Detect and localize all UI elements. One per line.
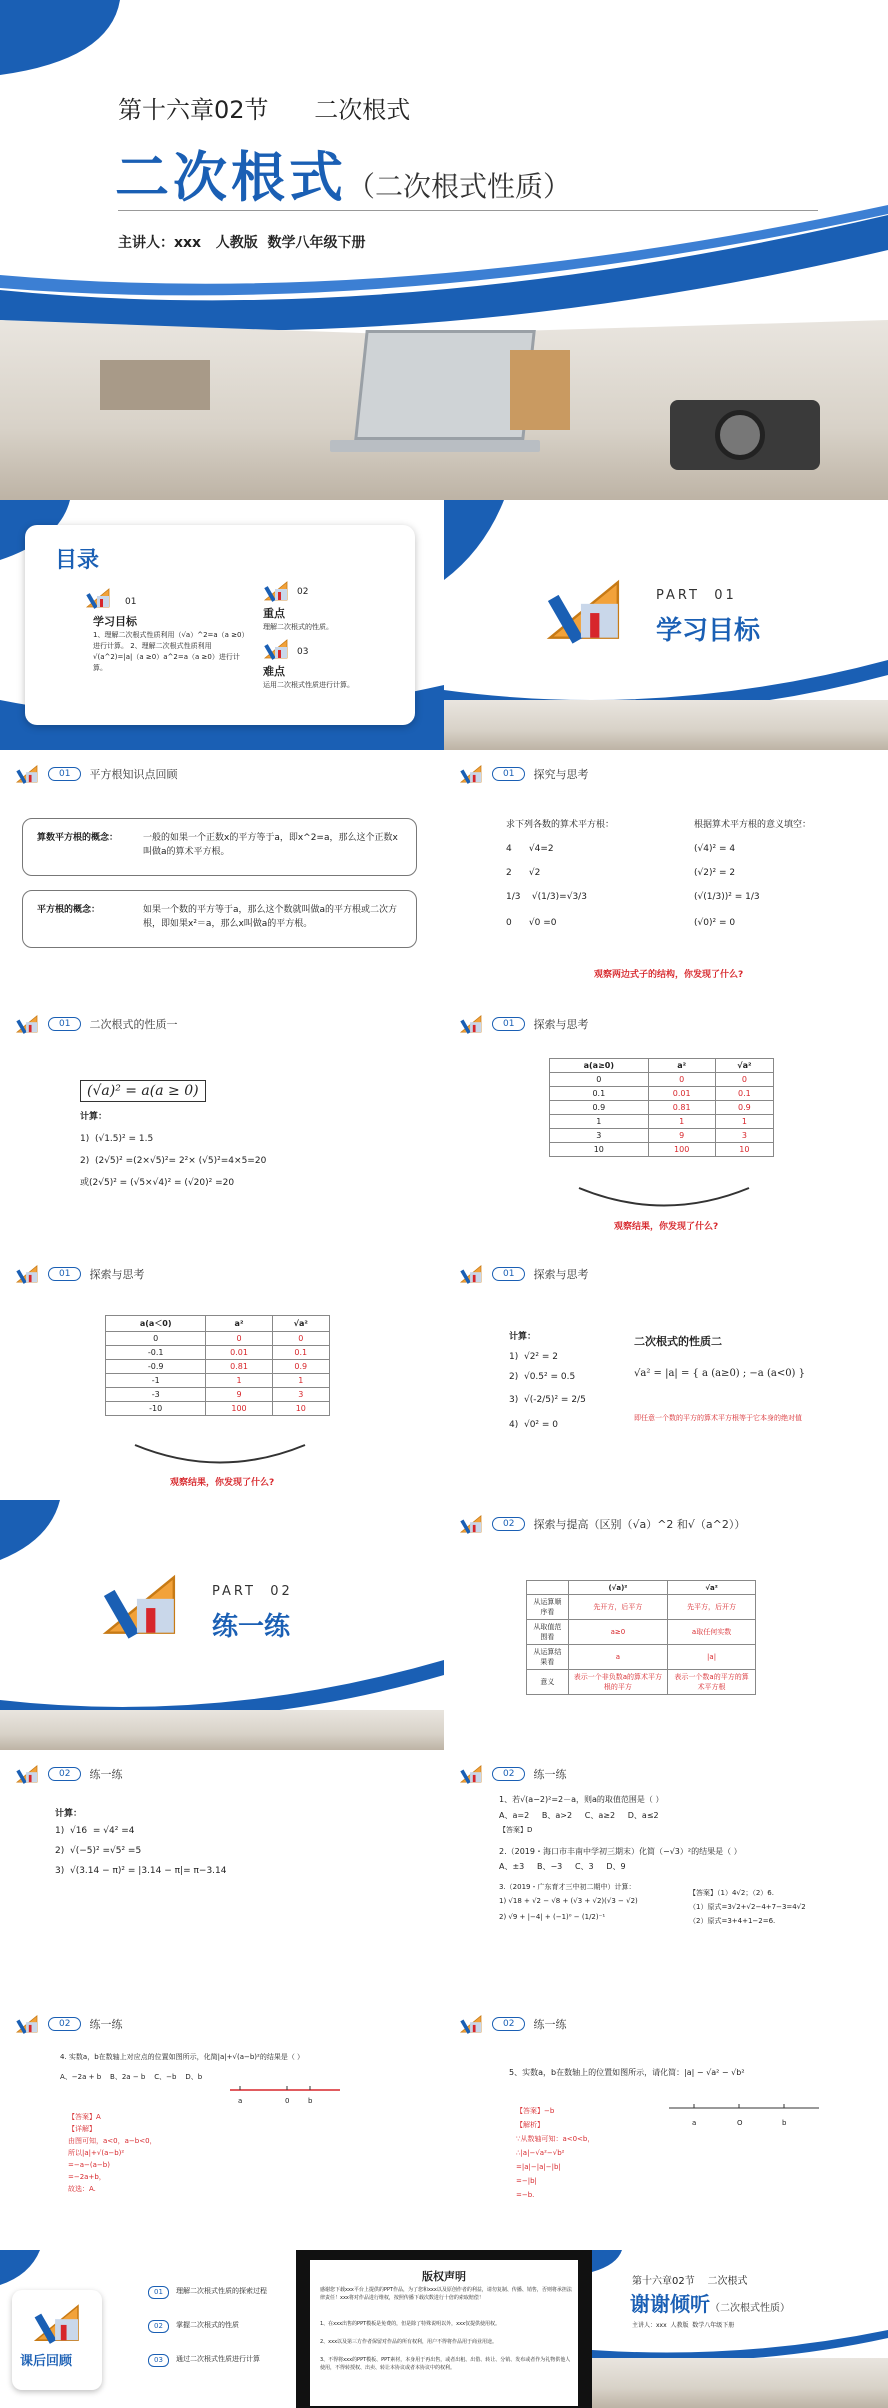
explore-slide-1 (444, 750, 888, 1000)
section-num: 02 (48, 1767, 81, 1781)
section-title: 二次根式的性质一 (89, 1018, 178, 1031)
axis-label-a: a (692, 2119, 697, 2127)
table-header: √a² (668, 1581, 756, 1595)
table-row: 从运算结果看 a |a| (527, 1645, 756, 1670)
thanks-presenter: 主讲人：xxx 人教版 数学八年级下册 (632, 2322, 735, 2329)
answer-line-5: =−a−(a−b) (68, 2161, 110, 2169)
section-num: 02 (492, 1517, 525, 1531)
calc-row-1: 1) √2² = 2 (509, 1352, 559, 1362)
arc-decoration (574, 1183, 754, 1213)
compare-table (526, 1580, 756, 1695)
thanks-slide (592, 2250, 888, 2408)
table-row: 10 100 10 (550, 1143, 774, 1157)
section-num: 01 (492, 767, 525, 781)
tools-icon (85, 587, 111, 609)
tools-icon (263, 638, 289, 660)
tools-icon (14, 764, 40, 784)
left-row-1: 4 √4=2 (506, 844, 554, 854)
summary-title: 课后回顾 (20, 2354, 73, 2369)
calc-label: 计算： (80, 1112, 108, 1122)
section-num: 01 (48, 767, 81, 781)
table-header: √a² (272, 1316, 329, 1332)
table-row: -0.9 0.81 0.9 (106, 1360, 330, 1374)
copyright-slide (296, 2250, 592, 2408)
concept-label-1: 算数平方根的概念： (37, 833, 119, 843)
right-row-2: (√2)² = 2 (694, 868, 736, 878)
explore-slide-2 (444, 1000, 888, 1250)
section-title: 探索与思考 (533, 1018, 589, 1031)
answer-line-5: =|a|−|a|−|b| (516, 2163, 561, 2171)
toc-item-label-01[interactable]: 学习目标 (93, 615, 137, 628)
section-title: 练一练 (533, 2018, 567, 2031)
right-row-4: (√0)² = 0 (694, 918, 736, 928)
part02-slide (0, 1500, 444, 1750)
axis-label-b: b (782, 2119, 787, 2127)
part01-label: PART 01 (656, 588, 737, 603)
review-slide (0, 750, 444, 1000)
question-3-row-1: 1) √18 + √2 − √8 + (√3 + √2)(√3 − √2) (499, 1897, 638, 1905)
table-row: -10 100 10 (106, 1402, 330, 1416)
question-1-options: A、a=2 B、a>2 C、a≥2 D、a≤2 (499, 1811, 659, 1820)
toc-slide (0, 500, 444, 750)
thanks-paren-title: （二次根式性质） (710, 2303, 790, 2314)
cover-presenter: 主讲人：xxx 人教版 数学八年级下册 (118, 235, 366, 251)
tools-icon (14, 1014, 40, 1034)
calc-row-1: 1) √16 = √4² =4 (55, 1826, 135, 1836)
toc-num-01: 01 (125, 597, 137, 607)
axis-label-o: O (737, 2119, 743, 2127)
table-header: (√a)² (568, 1581, 667, 1595)
summary-item-01: 理解二次根式性质的探索过程 (176, 2287, 267, 2295)
review-summary-slide (0, 2250, 296, 2408)
toc-item-label-03[interactable]: 难点 (263, 665, 285, 678)
concept-label-2: 平方根的概念： (37, 905, 101, 915)
answer-line-2: 【详解】 (68, 2125, 96, 2133)
question-4: 4. 实数a，b在数轴上对应点的位置如图所示，化简|a|+√(a−b)²的结果是（ ） (60, 2053, 305, 2061)
part02-label: PART 02 (212, 1584, 293, 1599)
part01-slide (444, 500, 888, 750)
cover-subtitle: 第十六章02节 二次根式 (118, 96, 411, 124)
copyright-box (308, 2258, 580, 2408)
right-row-3: (√(1/3))² = 1/3 (694, 892, 760, 902)
question-3-row-2: 2) √9 + |−4| + (−1)⁰ − (1/2)⁻¹ (499, 1913, 606, 1921)
question-2-options: A、±3 B、−3 C、3 D、9 (499, 1862, 626, 1871)
tools-icon (458, 1014, 484, 1034)
table-header: √a² (715, 1059, 773, 1073)
property-two-title: 二次根式的性质二 (634, 1335, 722, 1348)
practice-slide-4 (444, 2000, 888, 2250)
property-one-slide (0, 1000, 444, 1250)
section-title: 探究与思考 (533, 768, 589, 781)
table-row: 3 9 3 (550, 1129, 774, 1143)
answer-line-4: 所以|a|+√(a−b)² (68, 2149, 125, 2157)
copyright-item-1: 1、在xxx出售的PPT模板是免费的，但是除了特殊说明以外，xxx仅提供使用权。 (320, 2321, 501, 2327)
calc-row-3: 3) √(3.14 − π)² = |3.14 − π|= π−3.14 (55, 1866, 227, 1876)
table-row: 0 0 0 (106, 1332, 330, 1346)
concept-text-2: 如果一个数的平方等于a，那么这个数就叫做a的平方根或二次方根，即如果x²＝a，那么x叫做a的平方根。 (143, 905, 398, 929)
property-two-formula: √a² = |a| = { a (a≥0) ; −a (a<0) } (634, 1368, 805, 1379)
section-title: 探索与思考 (89, 1268, 145, 1281)
toc-card (25, 525, 415, 725)
question-1: 1、若√(a−2)²=2－a，则a的取值范围是（ ） (499, 1795, 664, 1804)
part01-title: 学习目标 (656, 616, 761, 646)
table-row: -0.1 0.01 0.1 (106, 1346, 330, 1360)
right-heading: 根据算术平方根的意义填空： (694, 820, 812, 830)
thanks-title: 谢谢倾听 (630, 2292, 710, 2316)
axis-label-a: a (238, 2097, 243, 2105)
table-header: a² (206, 1316, 272, 1332)
table-row: 意义 表示一个非负数a的算术平方根的平方 表示一个数a的平方的算术平方根 (527, 1670, 756, 1695)
table-row: 0 0 0 (550, 1073, 774, 1087)
table-row: 0.1 0.01 0.1 (550, 1087, 774, 1101)
section-num: 02 (492, 2017, 525, 2031)
section-num: 01 (48, 1017, 81, 1031)
cover-slide (0, 0, 888, 500)
books-image (100, 360, 210, 410)
table-row: 0.9 0.81 0.9 (550, 1101, 774, 1115)
calc-row-2: 2) √(−5)² =√5² =5 (55, 1846, 142, 1856)
answer-line-7: =−b. (516, 2191, 535, 2199)
thanks-photo (592, 2358, 888, 2408)
question-3-answer-3: （2）原式=3+4+1−2=6. (689, 1917, 776, 1925)
values-table (105, 1315, 330, 1416)
practice-slide-1 (0, 1750, 444, 2000)
observe-note: 观察结果，你发现了什么? (614, 1222, 719, 1232)
concept-text-1: 一般的如果一个正数x的平方等于a，即x^2=a，那么这个正数x叫做a的算术平方根。 (143, 833, 398, 857)
tools-icon (458, 764, 484, 784)
laptop-image (354, 330, 536, 440)
observe-note: 观察结果，你发现了什么? (170, 1478, 275, 1488)
calc-row-4: 4) √0² = 0 (509, 1420, 559, 1430)
tools-icon (32, 2302, 82, 2344)
summary-num-02: 02 (148, 2320, 169, 2333)
cover-paren-title: （二次根式性质） (347, 170, 572, 203)
laptop-base (330, 440, 540, 452)
summary-num-01: 01 (148, 2286, 169, 2299)
table-row: 1 1 1 (550, 1115, 774, 1129)
calc-row-1: 1) (√1.5)² = 1.5 (80, 1134, 154, 1144)
answer-line-1: 【答案】A (68, 2113, 101, 2121)
toc-num-03: 03 (297, 647, 309, 657)
calc-row-2: 2) √0.5² = 0.5 (509, 1372, 576, 1382)
left-heading: 求下列各数的算术平方根： (506, 820, 615, 830)
observe-note: 观察两边式子的结构，你发现了什么? (594, 970, 744, 980)
axis-label-0: 0 (285, 2097, 290, 2105)
calc-row-3: 3) √(-2/5)² = 2/5 (509, 1395, 586, 1405)
toc-item-desc-02: 理解二次根式的性质。 (263, 623, 333, 631)
practice-slide-2 (444, 1750, 888, 2000)
calc-label: 计算： (509, 1332, 537, 1342)
question-1-answer: 【答案】D (499, 1826, 533, 1834)
tools-icon (544, 575, 624, 645)
section-title: 练一练 (533, 1768, 567, 1781)
concept-box-1 (22, 818, 417, 876)
part02-title: 练一练 (212, 1612, 291, 1642)
tools-icon (458, 1764, 484, 1784)
answer-line-6: =−|b| (516, 2177, 537, 2185)
answer-line-1: 【答案】−b (516, 2107, 555, 2115)
answer-line-3: ∵从数轴可知：a<0<b， (516, 2135, 595, 2143)
summary-item-02: 掌握二次根式的性质 (176, 2321, 239, 2329)
part02-photo (0, 1710, 444, 1750)
table-row: -1 1 1 (106, 1374, 330, 1388)
table-header: a(a＜0) (106, 1316, 206, 1332)
toc-num-02: 02 (297, 587, 309, 597)
calc-label: 计算： (55, 1809, 83, 1819)
copyright-title: 版权声明 (422, 2270, 466, 2283)
practice-slide-3 (0, 2000, 444, 2250)
section-title: 平方根知识点回顾 (89, 768, 178, 781)
cover-title: 二次根式 (115, 146, 347, 209)
summary-item-03: 通过二次根式性质进行计算 (176, 2355, 260, 2363)
number-line (669, 2098, 819, 2118)
left-row-2: 2 √2 (506, 868, 541, 878)
table-row: 从取值范围看 a≥0 a取任何实数 (527, 1620, 756, 1645)
answer-line-2: 【解析】 (516, 2121, 544, 2129)
left-row-3: 1/3 √(1/3)=√3/3 (506, 892, 587, 902)
tools-icon (263, 580, 289, 602)
cup-image (510, 350, 570, 430)
section-title: 探索与思考 (533, 1268, 589, 1281)
tools-icon (458, 1514, 484, 1534)
values-table (549, 1058, 774, 1157)
axis-label-b: b (308, 2097, 313, 2105)
section-num: 02 (48, 2017, 81, 2031)
question-2: 2.（2019・海口市丰南中学初三期末）化简（−√3）²的结果是（ ） (499, 1847, 742, 1856)
summary-card (12, 2290, 102, 2390)
right-row-1: (√4)² = 4 (694, 844, 736, 854)
table-header: a(a≥0) (550, 1059, 649, 1073)
tools-icon (100, 1570, 180, 1640)
left-row-4: 0 √0 =0 (506, 918, 557, 928)
thanks-subtitle: 第十六章02节 二次根式 (632, 2276, 748, 2287)
table-header: a² (648, 1059, 715, 1073)
copyright-item-2: 2、xxx以及第三方作者保留对作品的所有权利，用户不得将作品用于商业用途。 (320, 2339, 498, 2345)
answer-line-3: 由图可知，a<0，a−b<0， (68, 2137, 157, 2145)
explore-slide-3 (0, 1250, 444, 1500)
answer-line-4: ∴|a|−√a²−√b² (516, 2149, 565, 2157)
section-title: 练一练 (89, 2018, 123, 2031)
toc-title: 目录 (55, 548, 100, 573)
calc-row-2: 2) (2√5)² =(2×√5)²= 2²× (√5)²=4×5=20 (80, 1156, 267, 1166)
section-num: 01 (492, 1017, 525, 1031)
question-3: 3.（2019・广东育才三中初二期中）计算： (499, 1883, 636, 1891)
tools-icon (14, 1264, 40, 1284)
table-row: -3 9 3 (106, 1388, 330, 1402)
section-num: 01 (48, 1267, 81, 1281)
question-5: 5、实数a，b在数轴上的位置如图所示，请化简：|a| − √a² − √b² (509, 2068, 745, 2077)
camera-lens (715, 410, 765, 460)
section-title: 探索与提高（区别（√a）^2 和√（a^2）） (533, 1518, 746, 1531)
compare-slide (444, 1500, 888, 1750)
arc-decoration (130, 1440, 310, 1470)
toc-item-desc-03: 运用二次根式性质进行计算。 (263, 681, 354, 689)
toc-item-desc-01: 1、理解二次根式性质利用（√a）^2=a（a ≥0）进行计算。 2、理解二次根式性质利用 √(a^2)=|a|（a ≥0）a^2=a（a ≥0）进行计算。 (93, 631, 249, 672)
answer-line-7: 故选：A. (68, 2185, 96, 2193)
tools-icon (458, 1264, 484, 1284)
toc-item-label-02[interactable]: 重点 (263, 607, 285, 620)
tools-icon (14, 1764, 40, 1784)
table-row: 从运算顺序看 先开方，后平方 先平方，后开方 (527, 1595, 756, 1620)
calc-row-3: 或(2√5)² = (√5×√4)² = (√20)² =20 (80, 1178, 235, 1188)
copyright-item-3: 3、不得将xxx的PPT模板、PPT素材，本身用于再出售，或者出租、出借、转让、分销、发布或者作为礼物供他人使用，不得转授权、出卖、转让本协议或者本协议中的权利。 (320, 2357, 571, 2371)
property-formula: (√a)² = a(a ≥ 0) (80, 1080, 206, 1102)
tools-icon (14, 2014, 40, 2034)
concept-box-2 (22, 890, 417, 948)
answer-line-6: =−2a+b， (68, 2173, 106, 2181)
cover-divider (118, 210, 818, 211)
question-3-answer-2: （1）原式=3√2+√2−4+7−3=4√2 (689, 1903, 806, 1911)
part01-photo (444, 700, 888, 750)
question-4-options: A、−2a + b B、2a − b C、−b D、b (60, 2073, 203, 2081)
property-two-note: 即任意一个数的平方的算术平方根等于它本身的绝对值 (634, 1414, 802, 1422)
copyright-text: 感谢您下载xxx平台上提供的PPT作品，为了您和xxx以及原创作者的利益，请勿复制、传播、销售，否则将承担法律责任！xxx将对作品进行维权，按照传播下载次数进行十倍的索取赔偿！ (320, 2287, 572, 2301)
tools-icon (458, 2014, 484, 2034)
question-3-answer: 【答案】（1）4√2；（2）6. (689, 1889, 774, 1897)
section-title: 练一练 (89, 1768, 123, 1781)
section-num: 01 (492, 1267, 525, 1281)
summary-num-03: 03 (148, 2354, 169, 2367)
section-num: 02 (492, 1767, 525, 1781)
property-two-slide (444, 1250, 888, 1500)
